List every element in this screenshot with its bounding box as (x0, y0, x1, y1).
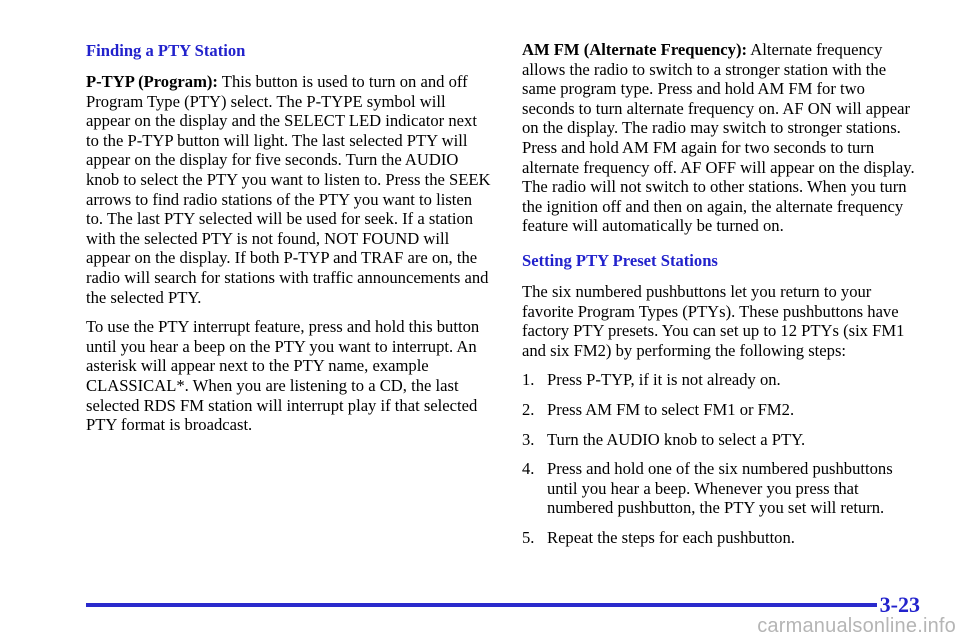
paragraph-alternate-frequency (522, 40, 918, 236)
section-heading-setting-pty-presets: Setting PTY Preset Stations (522, 250, 718, 270)
list-item (522, 400, 918, 420)
step-text: Turn the AUDIO knob to select a PTY. (547, 429, 806, 449)
right-column (522, 40, 918, 557)
list-item (522, 370, 918, 390)
page-number: 3-23 (879, 592, 920, 617)
step-number: 4. (522, 459, 535, 479)
step-number: 3. (522, 429, 535, 449)
steps-list (522, 370, 918, 547)
step-number: 2. (522, 399, 535, 419)
list-item (522, 430, 918, 450)
paragraph-p-typ (86, 72, 492, 307)
paragraph-p-typ-text: This button is used to turn on and off Program Type (PTY) select. The P-TYPE symbol will appear on the display and the SELECT LED indicator next to the P-TYP button will light. The last selected PTY will appear on the display for five seconds. Turn the AUDIO knob to select the PTY you want to listen to. Press the SEEK arrows to find radio stations of the PTY you want to listen to. The last PTY selected will be used for seek. If a station with the selected PTY is not found, NOT FOUND will appear on the display. If both P-TYP and TRAF are on, the radio will search for stations with traffic announcements and the selected PTY. (86, 72, 491, 307)
watermark: carmanualsonline.info (757, 615, 956, 637)
list-item (522, 459, 918, 518)
step-number: 5. (522, 527, 535, 547)
left-column (86, 40, 492, 445)
paragraph-pushbuttons: The six numbered pushbuttons let you return to your favorite Program Types (PTYs). These pushbuttons have factory PTY presets. You can set up to 12 PTYs (six FM1 and six FM2) by performing the following steps: (522, 281, 905, 360)
term-am-fm: AM FM (Alternate Frequency): (522, 40, 748, 59)
step-text: Press AM FM to select FM1 or FM2. (547, 399, 795, 419)
section-heading-finding-pty: Finding a PTY Station (86, 41, 246, 60)
step-number: 1. (522, 370, 535, 390)
list-item (522, 528, 918, 548)
step-text: Press and hold one of the six numbered pushbuttons until you hear a beep. Whenever you press that numbered pushbutton, the PTY you set will return. (547, 459, 893, 518)
footer-rule (86, 603, 877, 607)
paragraph-am-fm-text: Alternate frequency allows the radio to switch to a stronger station with the same program type. Press and hold AM FM for two seconds to turn alternate frequency on. AF ON will appear on the display. The radio may switch to stronger stations. Press and hold AM FM again for two seconds to turn alternate frequency off. AF OFF will appear on the display. The radio will not switch to other stations. When you turn the ignition off and then on again, the alternate frequency feature will automatically be turned on. (522, 40, 915, 236)
step-text: Repeat the steps for each pushbutton. (547, 527, 795, 547)
step-text: Press P-TYP, if it is not already on. (547, 370, 781, 390)
term-p-typ: P-TYP (Program): (86, 72, 218, 91)
paragraph-pty-interrupt: To use the PTY interrupt feature, press and hold this button until you hear a beep on the PTY you want to interrupt. An asterisk will appear next to the PTY name, example CLASSICAL*. When you are listening to a CD, the last selected RDS FM station will interrupt play if that selected PTY format is broadcast. (86, 317, 480, 435)
